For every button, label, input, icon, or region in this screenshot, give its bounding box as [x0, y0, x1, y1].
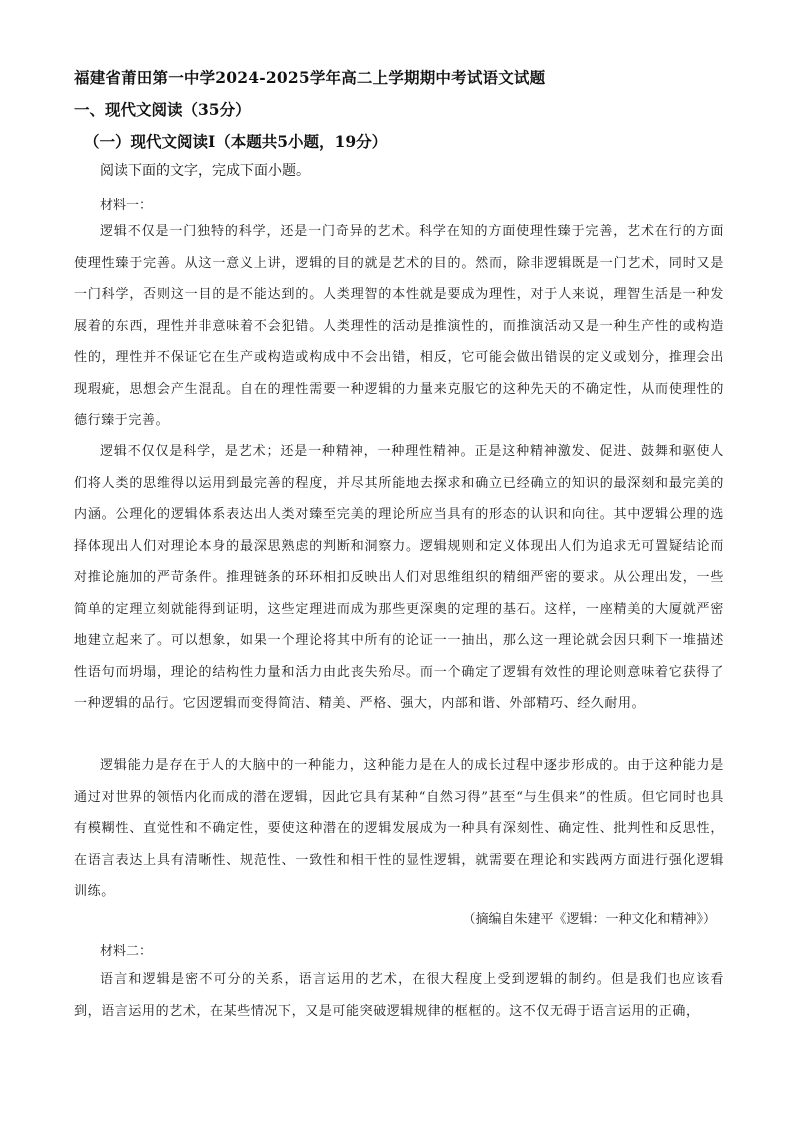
material1-label: 材料一：: [100, 198, 153, 213]
section-heading: 一、现代文阅读（35分）: [74, 100, 251, 119]
material2-label: 材料二：: [100, 944, 153, 959]
subsection-heading: （一）现代文阅读Ⅰ（本题共5小题，19分）: [84, 132, 388, 151]
material1-paragraph-2: 逻辑不仅仅是科学，是艺术；还是一种精神，一种理性精神。正是这种精神激发、促进、鼓舞和驱使人们将人类的思维得以运用到最完善的程度，并尽其所能地去探求和确立已经确立的知识的最深刻和最完美的内涵。公理化的逻辑体系表达出人类对臻至完美的理论所应当具有的形态的认识和向往。其中逻辑公理的选择体现出人们对理论本身的最深思熟虑的判断和洞察力。逻辑规则和定义体现出人们为追求无可置疑结论而对推论施加的严苛条件。推理链条的环环相扣反映出人们对思维组织的精细严密的要求。从公理出发，一些简单的定理立刻就能得到证明，这些定理进而成为那些更深奥的定理的基石。这样，一座精美的大厦就严密地建立起来了。可以想象，如果一个理论将其中所有的论证一一抽出，那么这一理论就会因只剩下一堆描述性语句而坍塌，理论的结构性力量和活力由此丧失殆尽。而一个确定了逻辑有效性的理论则意味着它获得了一种逻辑的品行。它因逻辑而变得简洁、精美、严格、强大，内部和谐、外部精巧、经久耐用。: [74, 444, 724, 711]
material2-paragraph-1: 语言和逻辑是密不可分的关系，语言运用的艺术，在很大程度上受到逻辑的制约。但是我们也应该看到，语言运用的艺术，在某些情况下，又是可能突破逻辑规律的框框的。这不仅无碍于语言运用的正确，: [74, 972, 724, 1019]
document-title: 福建省莆田第一中学2024-2025学年高二上学期期中考试语文试题: [74, 68, 546, 87]
material1-paragraph-3: 逻辑能力是存在于人的大脑中的一种能力，这种能力是在人的成长过程中逐步形成的。由于这种能力是通过对世界的领悟内化而成的潜在逻辑，因此它具有某种“自然习得”甚至“与生俱来”的性质。但它同时也具有模糊性、直觉性和不确定性，要使这种潜在的逻辑发展成为一种具有深刻性、确定性、批判性和反思性，在语言表达上具有清晰性、规范性、一致性和相干性的显性逻辑，就需要在理论和实践两方面进行强化逻辑训练。: [74, 758, 724, 899]
reading-instruction: 阅读下面的文字，完成下面小题。: [100, 163, 310, 179]
material1-source: （摘编自朱建平《逻辑：一种文化和精神》）: [462, 912, 716, 927]
material1-paragraph-1: 逻辑不仅是一门独特的科学，还是一门奇异的艺术。科学在知的方面使理性臻于完善，艺术在行的方面使理性臻于完善。从这一意义上讲，逻辑的目的就是艺术的目的。然而，除非逻辑既是一门艺术，同时又是一门科学，否则这一目的是不能达到的。人类理智的本性就是要成为理性，对于人来说，理智生活是一种发展着的东西，理性并非意味着不会犯错。人类理性的活动是推演性的，而推演活动又是一种生产性的或构造性的，理性并不保证它在生产或构造或构成中不会出错，相反，它可能会做出错误的定义或划分，推理会出现瑕疵，思想会产生混乱。自在的理性需要一种逻辑的力量来克服它的这种先天的不确定性，从而使理性的德行臻于完善。: [74, 224, 724, 428]
